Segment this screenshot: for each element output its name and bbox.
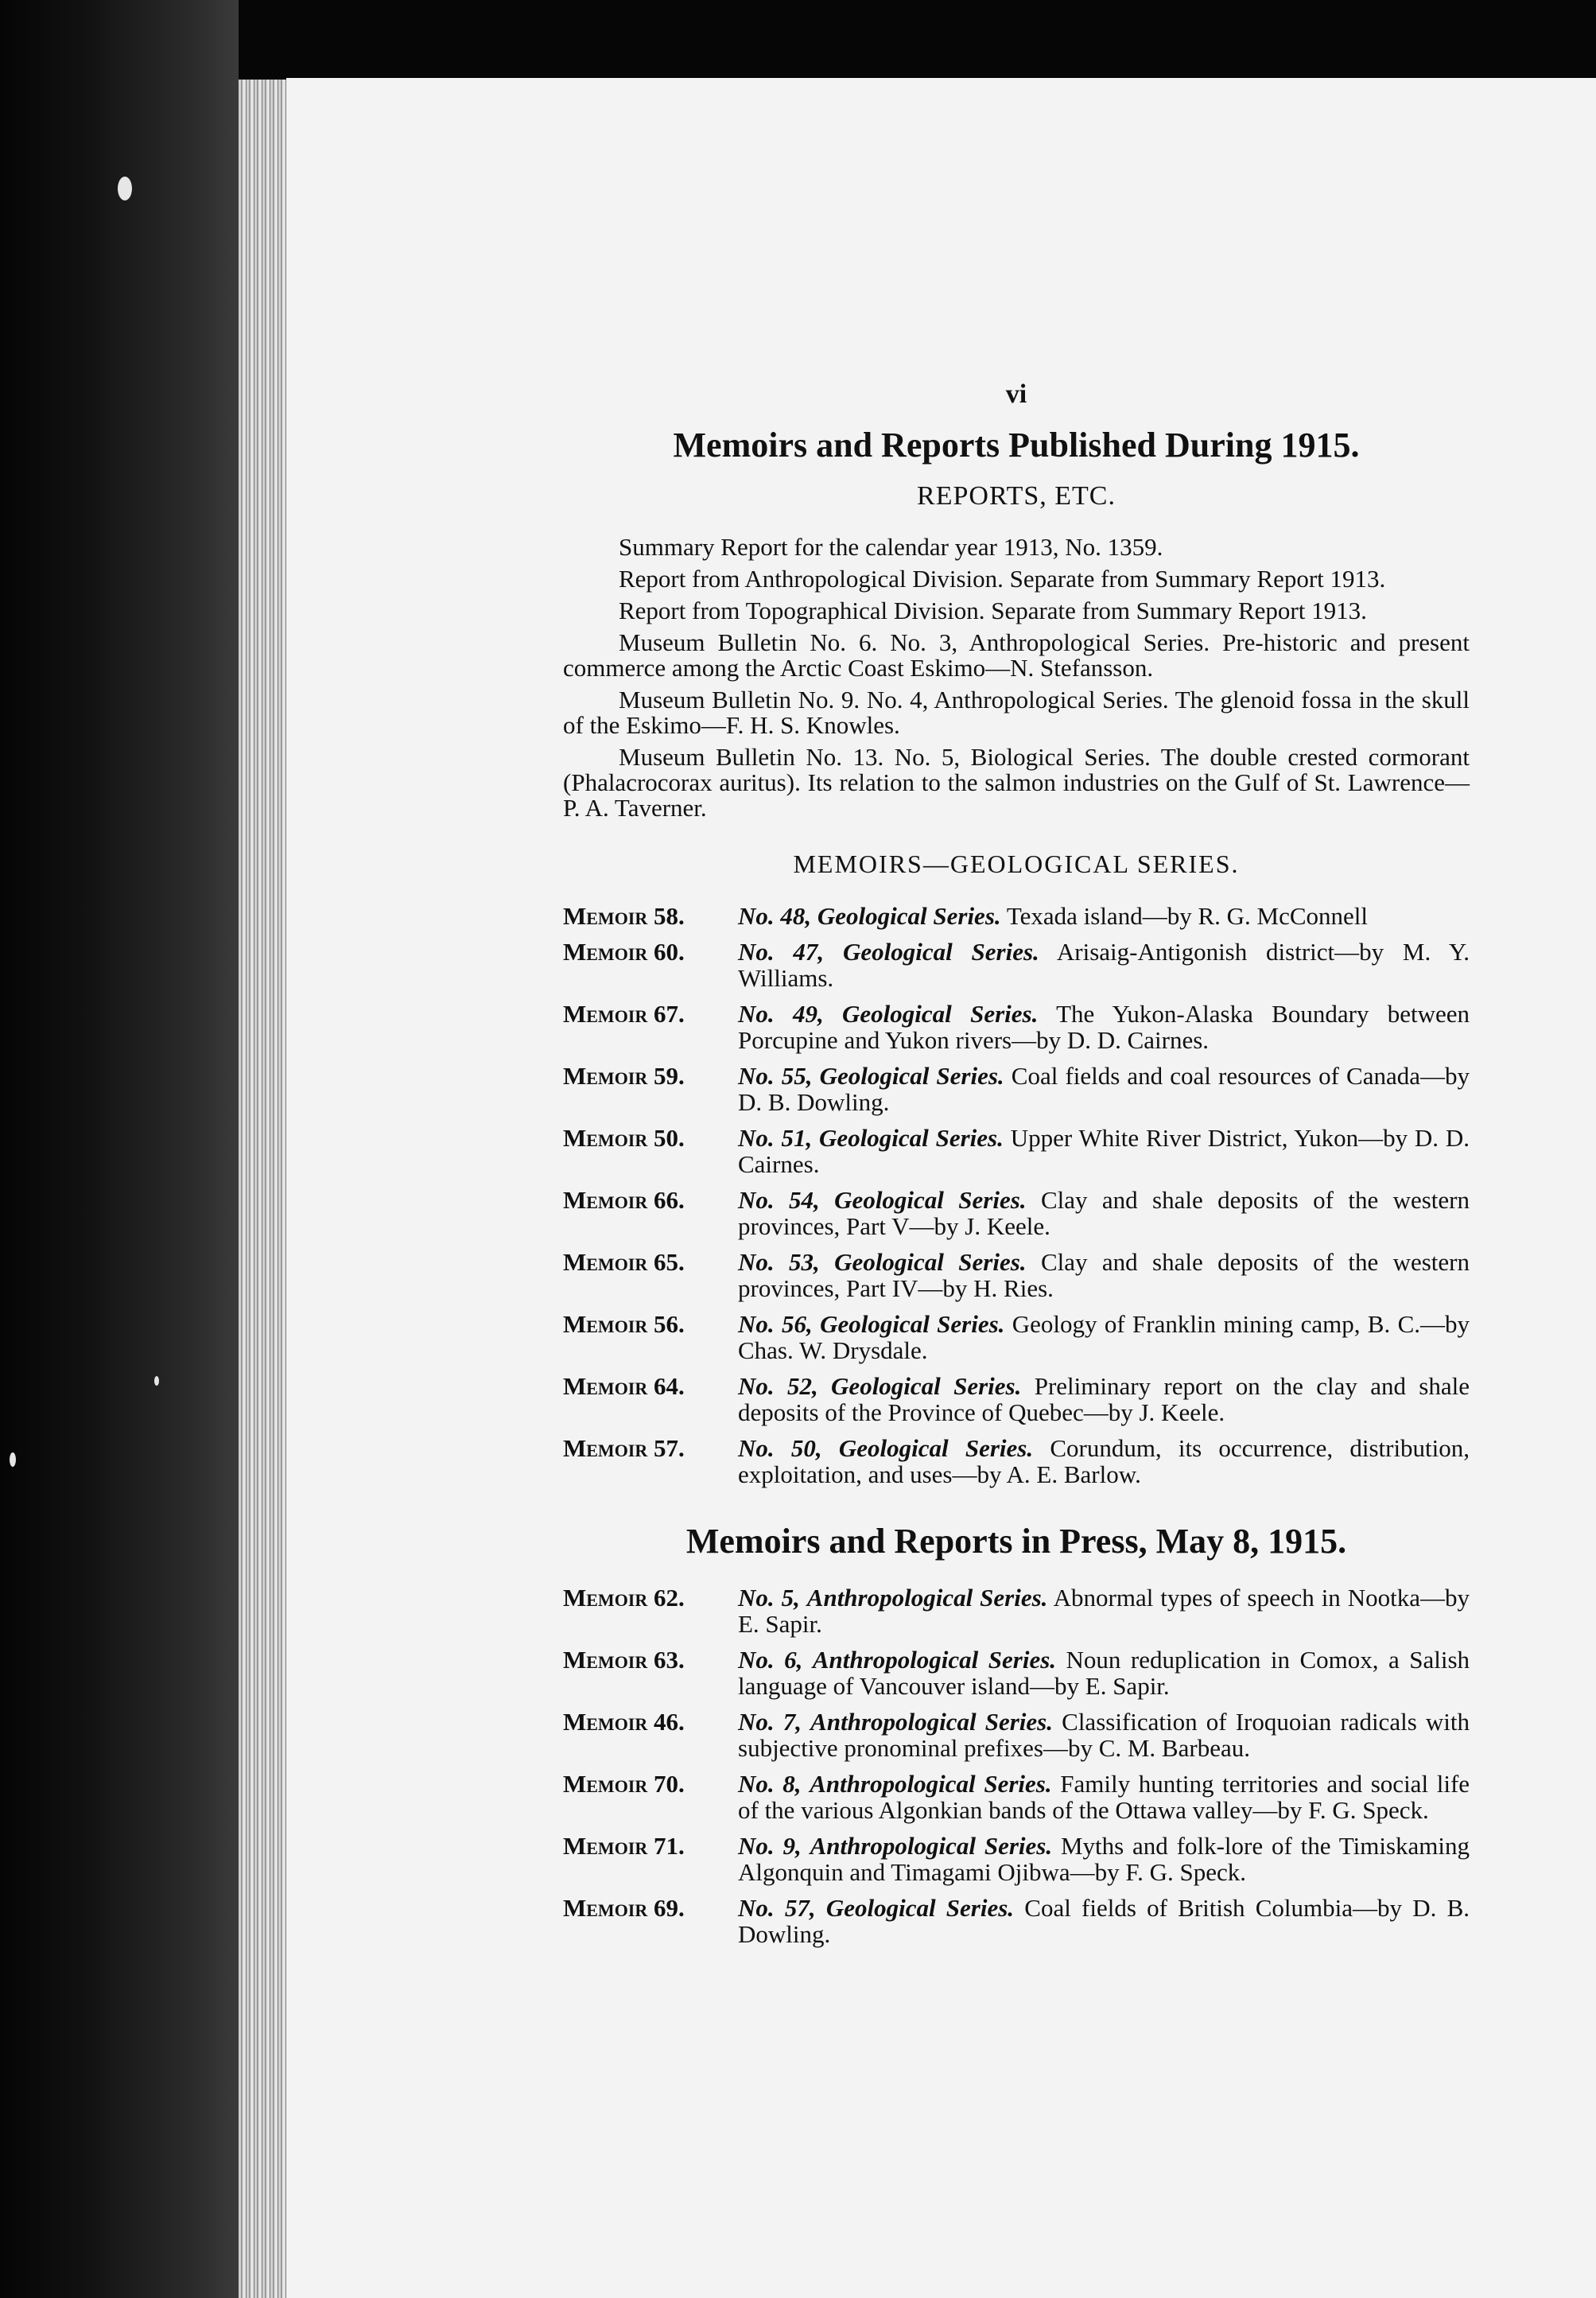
memoir-label: Memoir 67. <box>563 1000 685 1028</box>
memoir-entry <box>563 1187 1470 1239</box>
memoir-description <box>738 1584 1470 1637</box>
memoir-text: Geology of Franklin mining camp, B. C.—by Chas. W. Drysdale. <box>738 1310 1470 1364</box>
memoir-entry <box>563 1584 1470 1637</box>
memoir-description <box>738 903 1470 929</box>
memoir-label: Memoir 66. <box>563 1186 685 1214</box>
memoir-entry <box>563 1895 1470 1947</box>
memoir-text: Texada island—by R. G. McConnell <box>1006 902 1368 930</box>
reports-heading: REPORTS, ETC. <box>917 481 1116 511</box>
memoir-number: No. 6, <box>738 1646 803 1674</box>
report-entry: Report from Topographical Division. Separate from Summary Report 1913. <box>619 597 1367 624</box>
memoir-description <box>738 1435 1470 1487</box>
report-entry: Museum Bulletin No. 9. No. 4, Anthropological Series. The glenoid fossa in the skull of the Eskimo—F. H. S. Knowles. <box>563 686 1470 739</box>
memoir-text: Coal fields of British Columbia—by D. B. Dowling. <box>738 1894 1470 1948</box>
press-list <box>563 1584 1470 1947</box>
memoir-text: Coal fields and coal resources of Canada—by D. B. Dowling. <box>738 1062 1470 1116</box>
memoir-label: Memoir 57. <box>563 1434 685 1462</box>
memoir-label: Memoir 65. <box>563 1248 685 1276</box>
memoir-description <box>738 1125 1470 1177</box>
memoir-description <box>738 1311 1470 1363</box>
memoir-description <box>738 1895 1470 1947</box>
spine-mark <box>10 1452 16 1467</box>
memoir-number: No. 55, <box>738 1062 813 1090</box>
memoir-label: Memoir 71. <box>563 1832 685 1860</box>
memoir-number: No. 9, <box>738 1832 802 1860</box>
memoir-number: No. 54, <box>738 1186 820 1214</box>
report-entry: Report from Anthropological Division. Separate from Summary Report 1913. <box>619 565 1386 593</box>
memoir-series: Anthropological Series. <box>810 1832 1053 1860</box>
memoir-description <box>738 1249 1470 1301</box>
memoir-description <box>738 1771 1470 1823</box>
memoir-label: Memoir 46. <box>563 1708 685 1736</box>
reports-list <box>563 535 1470 821</box>
memoir-series: Anthropological Series. <box>810 1770 1052 1798</box>
memoir-label: Memoir 70. <box>563 1770 685 1798</box>
spine-mark <box>118 177 132 200</box>
memoir-entry <box>563 1709 1470 1761</box>
memoir-series: Geological Series. <box>838 1434 1034 1462</box>
memoir-number: No. 50, <box>738 1434 822 1462</box>
page-title: Memoirs and Reports Published During 1915. <box>673 426 1360 465</box>
memoir-series: Anthropological Series. <box>806 1584 1048 1612</box>
memoir-text: Myths and folk-lore of the Timiskaming Algonquin and Timagami Ojibwa—by F. G. Speck. <box>738 1832 1470 1886</box>
page-content <box>563 374 1470 1957</box>
memoir-text: Upper White River District, Yukon—by D. D. Cairnes. <box>738 1124 1470 1178</box>
memoir-label: Memoir 59. <box>563 1062 685 1090</box>
memoir-series: Geological Series. <box>817 902 1001 930</box>
memoir-list <box>563 903 1470 1487</box>
memoir-text: Classification of Iroquoian radicals with subjective pronominal prefixes—by C. M. Barbeau. <box>738 1708 1470 1762</box>
memoir-series: Geological Series. <box>834 1248 1027 1276</box>
memoir-text: The Yukon-Alaska Boundary between Porcupine and Yukon rivers—by D. D. Cairnes. <box>738 1000 1470 1054</box>
memoir-entry <box>563 1771 1470 1823</box>
press-title: Memoirs and Reports in Press, May 8, 1915. <box>685 1522 1347 1561</box>
memoir-series: Geological Series. <box>842 938 1039 966</box>
memoir-number: No. 56, <box>738 1310 813 1338</box>
memoir-number: No. 5, <box>738 1584 800 1612</box>
memoir-number: No. 8, <box>738 1770 802 1798</box>
memoir-text: Clay and shale deposits of the western provinces, Part V—by J. Keele. <box>738 1186 1470 1240</box>
memoir-number: No. 48, <box>738 902 812 930</box>
memoir-text: Arisaig-Antigonish district—by M. Y. Williams. <box>738 938 1470 992</box>
memoir-description <box>738 1001 1470 1053</box>
memoir-number: No. 52, <box>738 1372 818 1400</box>
memoir-label: Memoir 56. <box>563 1310 685 1338</box>
memoir-entry <box>563 1001 1470 1053</box>
memoir-series: Geological Series. <box>825 1894 1015 1922</box>
memoir-text: Family hunting territories and social life of the various Algonkian bands of the Ottawa valley—by F. G. Speck. <box>738 1770 1470 1824</box>
memoir-number: No. 53, <box>738 1248 820 1276</box>
memoir-label: Memoir 60. <box>563 938 685 966</box>
memoir-description <box>738 1709 1470 1761</box>
memoir-series: Geological Series. <box>819 1124 1004 1152</box>
book-spine <box>0 0 239 2298</box>
memoir-entry <box>563 1311 1470 1363</box>
geological-heading: MEMOIRS—GEOLOGICAL SERIES. <box>793 850 1240 878</box>
memoir-series: Geological Series. <box>831 1372 1022 1400</box>
report-entry: Museum Bulletin No. 13. No. 5, Biological Series. The double crested cormorant (Phalacrocorax auritus). Its relation to the salmon industries on the Gulf of St. Lawrence—P. A. Taverner. <box>563 743 1470 822</box>
memoir-description <box>738 1647 1470 1699</box>
memoir-label: Memoir 64. <box>563 1372 685 1400</box>
memoir-text: Corundum, its occurrence, distribution, exploitation, and uses—by A. E. Barlow. <box>738 1434 1470 1488</box>
spine-mark <box>154 1376 159 1386</box>
memoir-label: Memoir 69. <box>563 1894 685 1922</box>
memoir-text: Preliminary report on the clay and shale deposits of the Province of Quebec—by J. Keele. <box>738 1372 1470 1426</box>
memoir-number: No. 7, <box>738 1708 802 1736</box>
memoir-label: Memoir 50. <box>563 1124 685 1152</box>
memoir-series: Geological Series. <box>834 1186 1027 1214</box>
memoir-text: Noun reduplication in Comox, a Salish language of Vancouver island—by E. Sapir. <box>738 1646 1470 1700</box>
memoir-number: No. 51, <box>738 1124 813 1152</box>
memoir-entry <box>563 1435 1470 1487</box>
memoir-label: Memoir 58. <box>563 902 685 930</box>
memoir-entry <box>563 939 1470 991</box>
report-entry: Summary Report for the calendar year 1913, No. 1359. <box>619 533 1163 561</box>
memoir-label: Memoir 62. <box>563 1584 685 1612</box>
memoir-description <box>738 1833 1470 1885</box>
memoir-series: Anthropological Series. <box>810 1708 1053 1736</box>
memoir-description <box>738 1373 1470 1425</box>
memoir-label: Memoir 63. <box>563 1646 685 1674</box>
memoir-description <box>738 1187 1470 1239</box>
memoir-series: Geological Series. <box>820 1310 1005 1338</box>
memoir-text: Clay and shale deposits of the western provinces, Part IV—by H. Ries. <box>738 1248 1470 1302</box>
memoir-entry <box>563 1249 1470 1301</box>
memoir-entry <box>563 1125 1470 1177</box>
memoir-number: No. 47, <box>738 938 825 966</box>
memoir-text: Abnormal types of speech in Nootka—by E. Sapir. <box>738 1584 1470 1638</box>
memoir-entry <box>563 1373 1470 1425</box>
memoir-entry <box>563 1833 1470 1885</box>
memoir-series: Geological Series. <box>842 1000 1039 1028</box>
memoir-description <box>738 1063 1470 1115</box>
memoir-entry <box>563 903 1470 929</box>
memoir-series: Geological Series. <box>819 1062 1004 1090</box>
report-entry: Museum Bulletin No. 6. No. 3, Anthropological Series. Pre-historic and present commerce among the Arctic Coast Eskimo—N. Stefansson. <box>563 628 1470 682</box>
memoir-series: Anthropological Series. <box>812 1646 1057 1674</box>
memoir-number: No. 57, <box>738 1894 816 1922</box>
page-number: vi <box>1005 379 1027 409</box>
memoir-description <box>738 939 1470 991</box>
memoir-entry <box>563 1063 1470 1115</box>
memoir-number: No. 49, <box>738 1000 824 1028</box>
memoir-entry <box>563 1647 1470 1699</box>
